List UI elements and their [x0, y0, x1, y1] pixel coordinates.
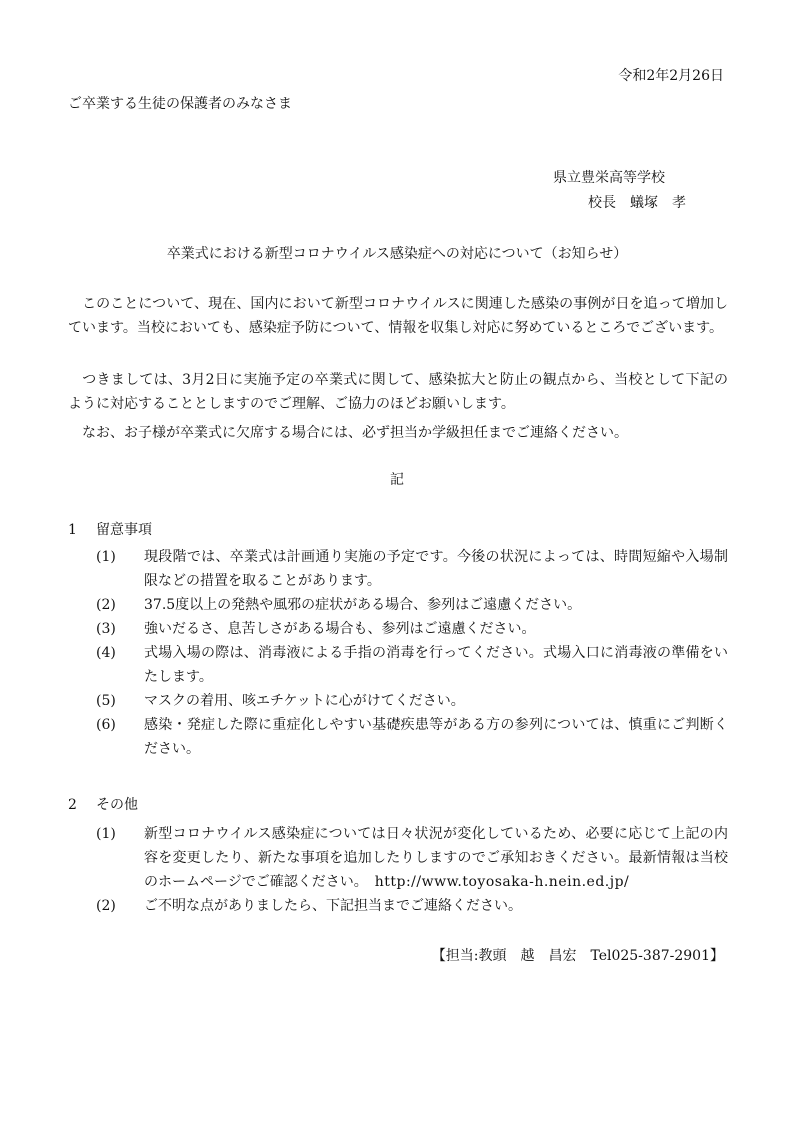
item-number: (1)	[96, 826, 116, 842]
list-item	[96, 617, 728, 641]
sender-school: 県立豊栄高等学校	[553, 170, 665, 186]
body-paragraph: なお、お子様が卒業式に欠席する場合には、必ず担当か学級担任までご連絡ください。	[68, 425, 628, 441]
item-text: 感染・発症した際に重症化しやすい基礎疾患等がある方の参列については、慎重にご判断ください。	[144, 717, 728, 757]
list-item	[96, 894, 728, 918]
section-number: 1	[68, 522, 77, 538]
section-number: 2	[68, 797, 77, 813]
section-1-items	[96, 545, 728, 761]
item-text: マスクの着用、咳エチケットに心がけてください。	[144, 693, 465, 709]
item-text: 現段階では、卒業式は計画通り実施の予定です。今後の状況によっては、時間短縮や入場制限などの措置を取ることがあります。	[144, 549, 728, 589]
item-number: (6)	[96, 717, 116, 733]
ki-marker: 記	[390, 472, 404, 488]
document-date: 令和2年2月26日	[618, 68, 724, 84]
item-text: 式場入場の際は、消毒液による手指の消毒を行ってください。式場入口に消毒液の準備をいたします。	[144, 645, 728, 685]
item-number: (1)	[96, 549, 116, 565]
body-paragraph: このことについて、現在、国内において新型コロナウイルスに関連した感染の事例が日を追って増加しています。当校においても、感染症予防について、情報を収集し対応に努めているところでございます。	[68, 296, 728, 336]
recipient-line: ご卒業する生徒の保護者のみなさま	[68, 96, 292, 112]
item-text: 強いだるさ、息苦しさがある場合も、参列はご遠慮ください。	[144, 621, 536, 637]
section-title: その他	[96, 797, 138, 813]
homepage-link[interactable]: http://www.toyosaka-h.nein.ed.jp/	[374, 874, 630, 890]
body-paragraph: つきましては、3月2日に実施予定の卒業式に関して、感染拡大と防止の観点から、当校として下記のように対応することとしますのでご理解、ご協力のほどお願いします。	[68, 372, 728, 412]
section-heading	[68, 797, 138, 813]
document-title: 卒業式における新型コロナウイルス感染症への対応について（お知らせ）	[166, 246, 628, 262]
item-number: (4)	[96, 645, 116, 661]
list-item	[96, 689, 728, 713]
list-item	[96, 713, 728, 761]
item-number: (2)	[96, 597, 116, 613]
item-number: (3)	[96, 621, 116, 637]
item-text: ご不明な点がありましたら、下記担当までご連絡ください。	[144, 898, 522, 914]
sender-principal: 校長 蟻塚 孝	[588, 195, 686, 211]
list-item	[96, 822, 728, 894]
section-heading	[68, 522, 152, 538]
item-text: 37.5度以上の発熱や風邪の症状がある場合、参列はご遠慮ください。	[144, 597, 582, 613]
item-text: 新型コロナウイルス感染症については日々状況が変化しているため、必要に応じて上記の内容を変更したり、新たな事項を追加したりしますのでご承知おきください。最新情報は当校のホームページでご確認ください。	[144, 826, 728, 890]
section-2-items	[96, 822, 728, 918]
item-number: (2)	[96, 898, 116, 914]
list-item	[96, 593, 728, 617]
list-item	[96, 641, 728, 689]
item-number: (5)	[96, 693, 116, 709]
section-title: 留意事項	[96, 522, 152, 538]
contact-line: 【担当:教頭 越 昌宏 Tel025-387-2901】	[431, 948, 724, 964]
list-item	[96, 545, 728, 593]
